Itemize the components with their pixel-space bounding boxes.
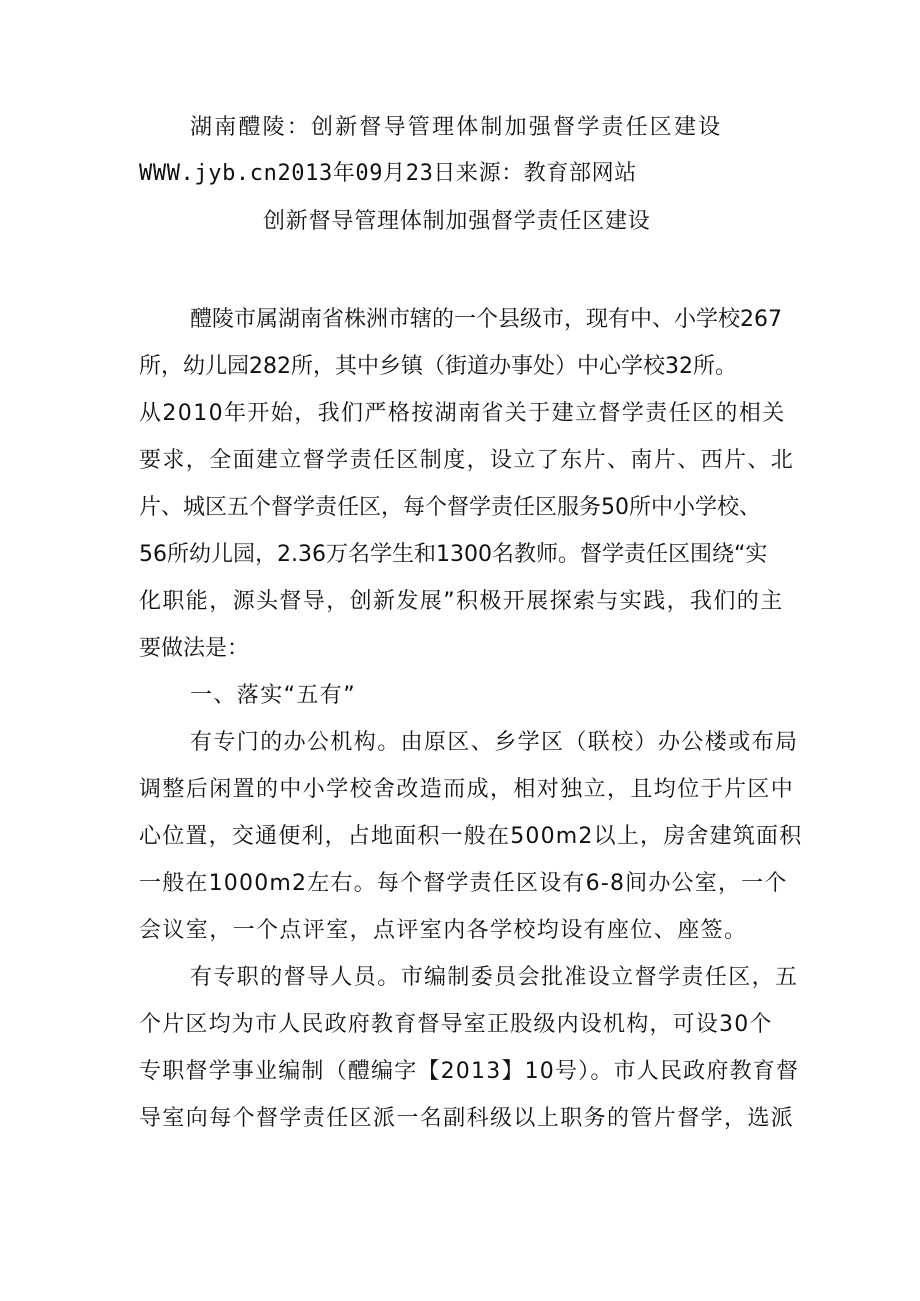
section-heading: 一、落实“五有” (190, 683, 356, 708)
paragraph-line: 片、城区五个督学责任区，每个督学责任区服务50所中小学校、 (139, 495, 761, 520)
document-title: 湖南醴陵：创新督导管理体制加强督学责任区建设 (190, 115, 723, 140)
paragraph-line: 化职能，源头督导，创新发展”积极开展探索与实践，我们的主 (139, 589, 784, 614)
paragraph-line: 要求，全面建立督学责任区制度，设立了东片、南片、西片、北 (139, 448, 795, 473)
paragraph-line: 醴陵市属湖南省株洲市辖的一个县级市，现有中、小学校267 (190, 307, 782, 332)
paragraph-line: 所，幼儿园282所，其中乡镇（街道办事处）中心学校32所。 (139, 354, 737, 379)
paragraph-line: 调整后闲置的中小学校舍改造而成，相对独立，且均位于片区中 (139, 777, 795, 802)
paragraph-line: 一般在1000m2左右。每个督学责任区设有6-8间办公室，一个 (139, 871, 788, 896)
paragraph-line: 从2010年开始，我们严格按湖南省关于建立督学责任区的相关 (139, 401, 786, 426)
paragraph-line: 导室向每个督学责任区派一名副科级以上职务的管片督学，选派 (139, 1106, 795, 1131)
paragraph-line: 要做法是： (139, 636, 250, 661)
paragraph-line: 56所幼儿园，2.36万名学生和1300名教师。督学责任区围绕“实 (139, 542, 768, 567)
paragraph-line: 专职督学事业编制（醴编字【2013】10号）。市人民政府教育督 (139, 1059, 800, 1084)
paragraph-line: 个片区均为市人民政府教育督导室正股级内设机构，可设30个 (139, 1012, 773, 1037)
document-subtitle: 创新督导管理体制加强督学责任区建设 (263, 209, 651, 234)
paragraph-line: 会议室，一个点评室，点评室内各学校均设有座位、座签。 (139, 918, 748, 943)
source-line: WWW.jyb.cn2013年09月23日来源：教育部网站 (139, 161, 637, 186)
paragraph-line: 有专门的办公机构。由原区、乡学区（联校）办公楼或布局 (190, 730, 799, 755)
paragraph-line: 心位置，交通便利，占地面积一般在500m2以上，房舍建筑面积 (139, 824, 803, 849)
paragraph-line: 有专职的督导人员。市编制委员会批准设立督学责任区，五 (190, 965, 799, 990)
